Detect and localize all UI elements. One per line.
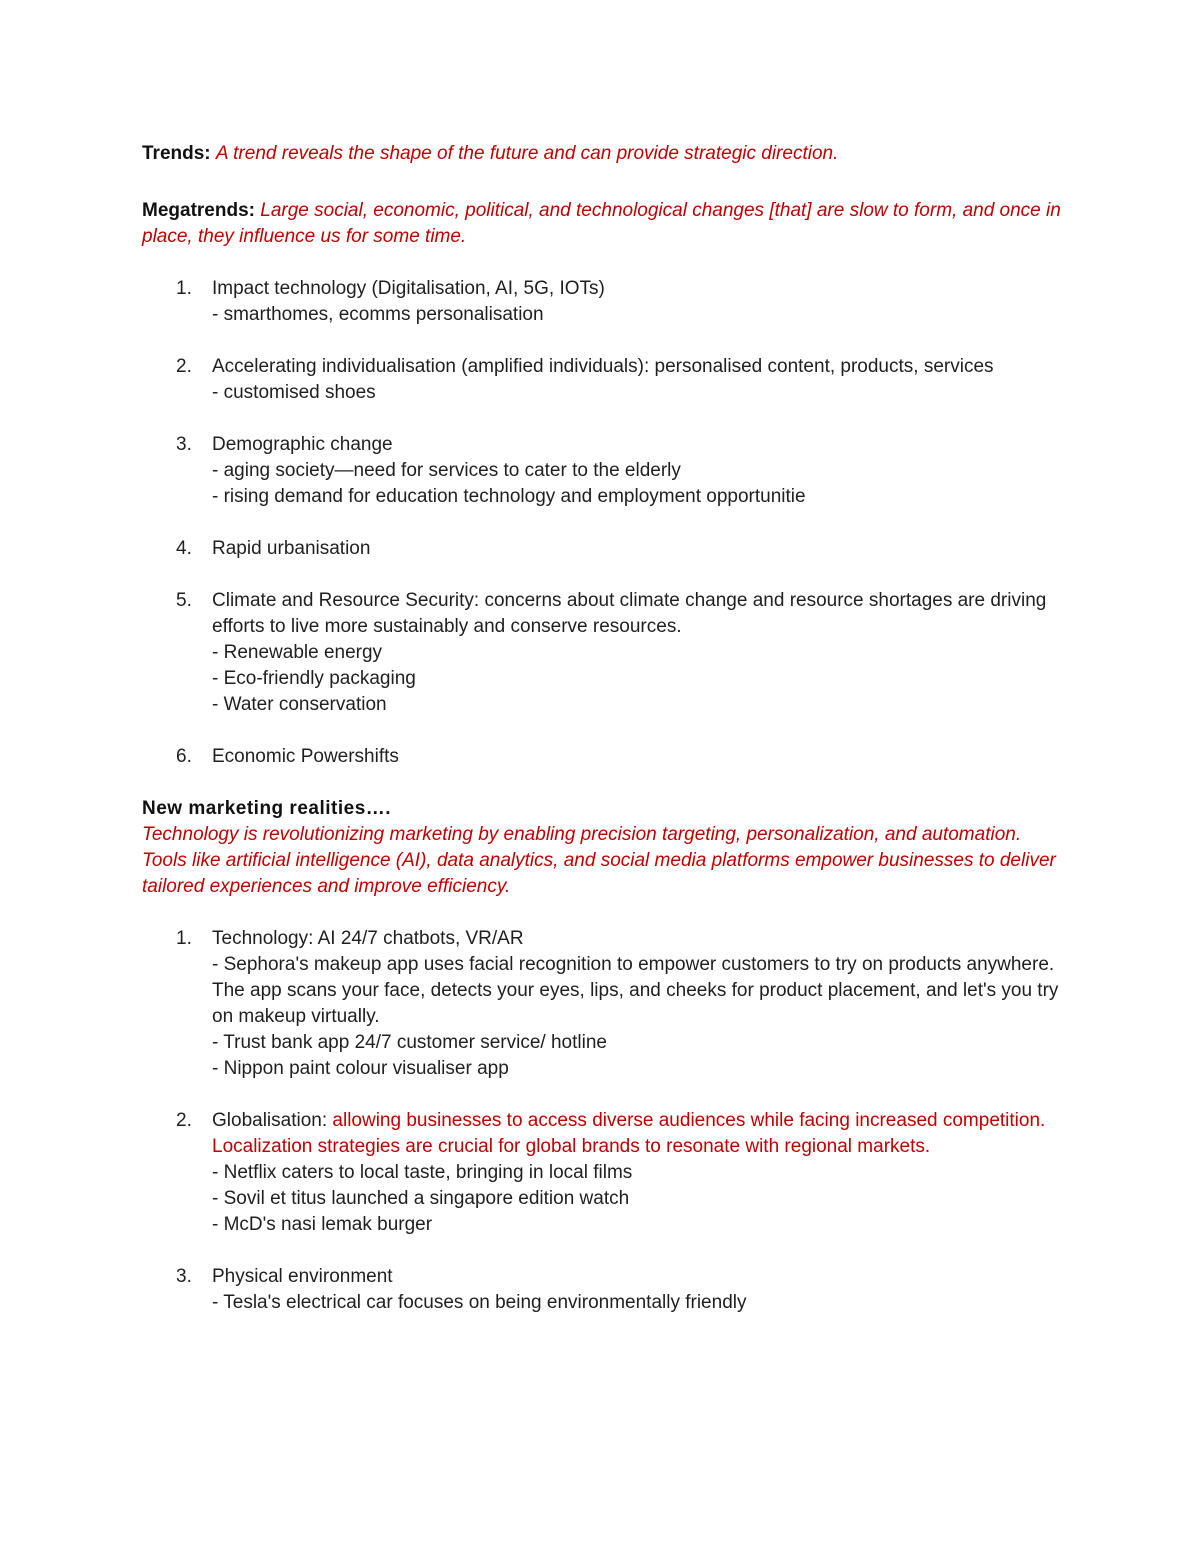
list-item-number: 3. [176,1266,192,1287]
list-item-detail: - Sovil et titus launched a singapore edition watch [212,1188,630,1209]
megatrends-paragraph [142,198,1062,250]
new-marketing-heading: New marketing realities…. [142,798,392,819]
list-item-detail: - Tesla's electrical car focuses on being environmentally friendly [212,1292,747,1313]
list-item-title: Globalisation: [212,1110,328,1131]
list-item-title: Demographic change [212,434,393,455]
list-item-detail: - aging society—need for services to cater to the elderly [212,460,681,481]
list-item [142,744,1062,770]
list-item-number: 1. [176,928,192,949]
list-item-title: Accelerating individualisation (amplified individuals): personalised content, products, services [212,356,994,377]
list-item [142,1108,1062,1238]
list-item-title: Technology: AI 24/7 chatbots, VR/AR [212,928,524,949]
new-marketing-list [142,926,1062,1316]
list-item-detail: - McD's nasi lemak burger [212,1214,433,1235]
list-item-number: 4. [176,538,192,559]
list-item-detail: - Renewable energy [212,642,383,663]
megatrends-list [142,276,1062,770]
list-item-number: 2. [176,1110,192,1131]
list-item [142,276,1062,328]
trends-paragraph [142,141,1062,167]
list-item [142,536,1062,562]
trends-label: Trends: [142,143,211,164]
list-item-detail: - Sephora's makeup app uses facial recognition to empower customers to try on products anywhere. The app scans your face, detects your eyes, lips, and cheeks for product placement, and let's you try on makeup virtually. [212,954,1059,1027]
list-item-detail: - smarthomes, ecomms personalisation [212,304,544,325]
list-item-detail: - Water conservation [212,694,387,715]
list-item-number: 1. [176,278,192,299]
list-item-title: Impact technology (Digitalisation, AI, 5G, IOTs) [212,278,605,299]
trends-definition: A trend reveals the shape of the future and can provide strategic direction. [215,143,839,164]
list-item-number: 5. [176,590,192,611]
list-item [142,588,1062,718]
megatrends-label: Megatrends: [142,200,255,221]
list-item-number: 3. [176,434,192,455]
list-item-detail: - customised shoes [212,382,376,403]
list-item-highlight: allowing businesses to access diverse audiences while facing increased competition. Localization strategies are crucial for global brands to resonate with regional markets. [212,1110,1046,1157]
document-page [142,141,1062,1342]
list-item-detail: - rising demand for education technology and employment opportunitie [212,486,806,507]
megatrends-definition: Large social, economic, political, and technological changes [that] are slow to form, and once in place, they influence us for some time. [142,200,1061,247]
list-item-title: Rapid urbanisation [212,538,371,559]
list-item-title: Physical environment [212,1266,393,1287]
list-item-detail: - Netflix caters to local taste, bringing in local films [212,1162,633,1183]
list-item-title: Climate and Resource Security: concerns about climate change and resource shortages are driving efforts to live more sustainably and conserve resources. [212,590,1047,637]
list-item-detail: - Nippon paint colour visualiser app [212,1058,509,1079]
new-marketing-intro: Technology is revolutionizing marketing by enabling precision targeting, personalization, and automation. Tools like artificial intelligence (AI), data analytics, and social media platforms empower businesses to deliver tailored experiences and improve efficiency. [142,824,1056,897]
list-item [142,1264,1062,1316]
list-item-number: 2. [176,356,192,377]
list-item-detail: - Eco-friendly packaging [212,668,416,689]
list-item-title-row [212,1108,1062,1160]
list-item [142,354,1062,406]
list-item-number: 6. [176,746,192,767]
list-item-title: Economic Powershifts [212,746,399,767]
list-item [142,926,1062,1082]
list-item-detail: - Trust bank app 24/7 customer service/ hotline [212,1032,607,1053]
list-item [142,432,1062,510]
